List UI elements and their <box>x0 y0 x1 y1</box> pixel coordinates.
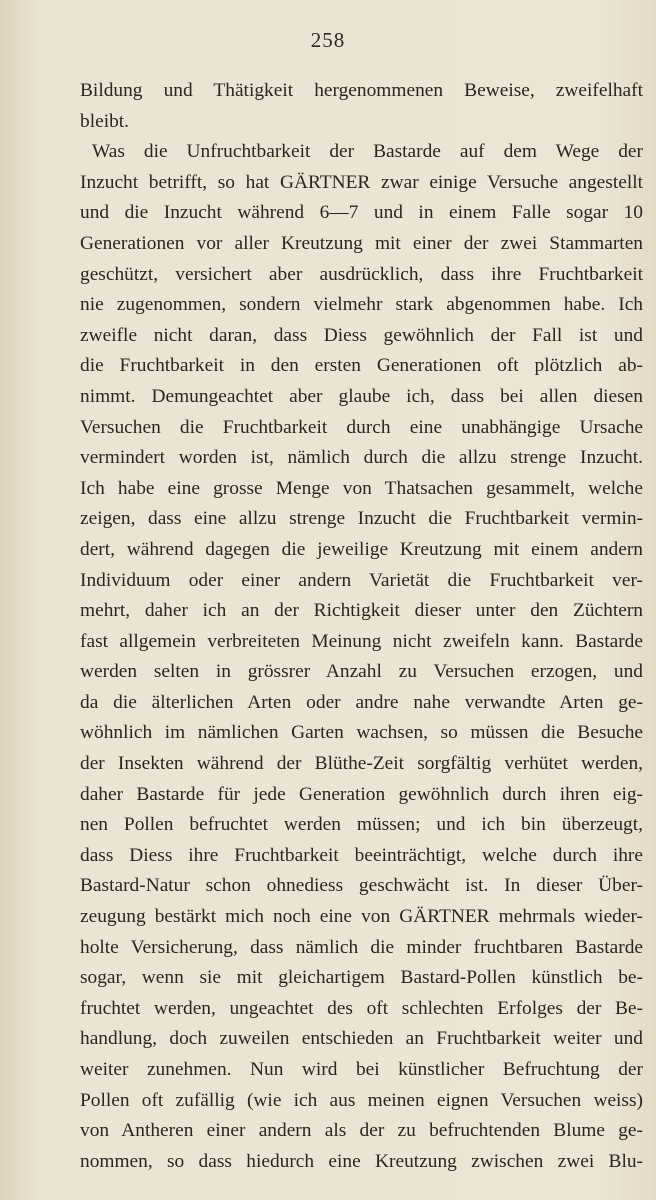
text-line: nie zugenommen, sondern vielmehr stark abgenommen habe. Ich <box>80 294 643 316</box>
text-line: und die Inzucht während 6—7 und in einem Falle sogar 10 <box>80 202 643 224</box>
text-line: werden selten in grössrer Anzahl zu Versuchen erzogen, und <box>80 661 643 683</box>
text-line: der Insekten während der Blüthe-Zeit sorgfältig verhütet werden, <box>80 753 643 775</box>
text-line: holte Versicherung, dass nämlich die minder fruchtbaren Bastarde <box>80 936 643 958</box>
text-line: daher Bastarde für jede Generation gewöhnlich durch ihren eig- <box>80 783 643 805</box>
text-line: da die älterlichen Arten oder andre nahe verwandte Arten ge- <box>80 691 643 713</box>
text-line: mehrt, daher ich an der Richtigkeit dieser unter den Züchtern <box>80 600 643 622</box>
text-line: nimmt. Demungeachtet aber glaube ich, dass bei allen diesen <box>80 385 643 407</box>
page-number: 258 <box>310 28 346 52</box>
text-line: fast allgemein verbreiteten Meinung nicht zweifeln kann. Bastarde <box>80 630 643 652</box>
paragraph-start-line: Was die Unfruchtbarkeit der Bastarde auf dem Wege der <box>92 141 643 163</box>
text-line: sogar, wenn sie mit gleichartigem Bastard-Pollen künstlich be- <box>80 967 643 989</box>
text-line: dass Diess ihre Fruchtbarkeit beeinträchtigt, welche durch ihre <box>80 844 643 866</box>
text-line: die Fruchtbarkeit in den ersten Generationen oft plötzlich ab- <box>80 355 643 377</box>
text-line: Individuum oder einer andern Varietät die Fruchtbarkeit ver- <box>80 569 643 591</box>
text-line: handlung, doch zuweilen entschieden an Fruchtbarkeit weiter und <box>80 1028 643 1050</box>
text-line: Versuchen die Fruchtbarkeit durch eine unabhängige Ursache <box>80 416 643 438</box>
text-line: Generationen vor aller Kreutzung mit einer der zwei Stammarten <box>80 232 643 254</box>
text-line: weiter zunehmen. Nun wird bei künstlicher Befruchtung der <box>80 1059 643 1080</box>
text-line: geschützt, versichert aber ausdrücklich, dass ihre Fruchtbarkeit <box>80 263 643 285</box>
text-line: fruchtet werden, ungeachtet des oft schlechten Erfolges der Be- <box>80 997 643 1019</box>
text-line: Ich habe eine grosse Menge von Thatsachen gesammelt, welche <box>80 477 643 499</box>
text-line: von Antheren einer andern als der zu befruchtenden Blume ge- <box>80 1120 643 1142</box>
body-text <box>80 76 643 1177</box>
text-line: wöhnlich im nämlichen Garten wachsen, so müssen die Besuche <box>80 722 643 744</box>
text-line: bleibt. <box>80 110 130 132</box>
text-line: Bildung und Thätigkeit hergenommenen Beweise, zweifelhaft <box>80 80 643 101</box>
text-line: nen Pollen befruchtet werden müssen; und ich bin überzeugt, <box>80 814 643 836</box>
text-line: Inzucht betrifft, so hat GÄRTNER zwar einige Versuche angestellt <box>80 171 643 193</box>
text-line: dert, während dagegen die jeweilige Kreutzung mit einem andern <box>80 538 643 560</box>
text-line: zeugung bestärkt mich noch eine von GÄRTNER mehrmals wieder- <box>80 906 643 928</box>
text-line: zweifle nicht daran, dass Diess gewöhnlich der Fall ist und <box>80 324 643 346</box>
text-line: Bastard-Natur schon ohnediess geschwächt ist. In dieser Über- <box>80 875 643 897</box>
text-line: Pollen oft zufällig (wie ich aus meinen eignen Versuchen weiss) <box>80 1089 643 1111</box>
text-line: vermindert worden ist, nämlich durch die allzu strenge Inzucht. <box>80 447 643 469</box>
text-line: nommen, so dass hiedurch eine Kreutzung zwischen zwei Blu- <box>80 1150 643 1172</box>
text-line: zeigen, dass eine allzu strenge Inzucht die Fruchtbarkeit vermin- <box>80 508 643 530</box>
